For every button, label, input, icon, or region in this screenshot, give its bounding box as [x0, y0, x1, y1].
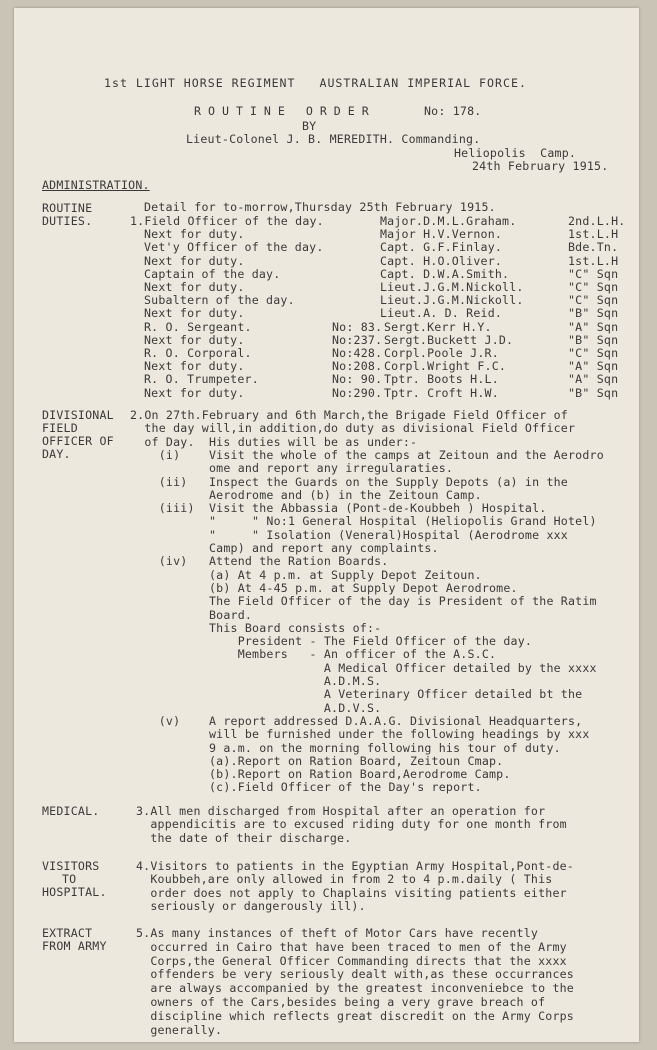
body-line: (b).Report on Ration Board,Aerodrome Camp. [130, 767, 511, 782]
duty-title: 1.Field Officer of the day. [130, 214, 324, 228]
section-label: HOSPITAL. [42, 885, 107, 899]
body-line: owners of the Cars,besides being a very grave breach of [136, 995, 546, 1009]
body-line: " " No:1 General Hospital (Heliopolis Grand Hotel) [130, 514, 597, 529]
body-line: of Day. His duties will be as under:- [130, 434, 418, 449]
section-label: EXTRACT [42, 926, 93, 940]
body-line: (v) A report addressed D.A.A.G. Divisional Headquarters, [130, 713, 583, 728]
body-line: (iv) Attend the Ration Boards. [130, 554, 389, 569]
document-page [14, 8, 639, 1042]
order-place: Heliopolis Camp. [454, 146, 577, 160]
person-name: Lieut.J.G.M.Nickoll. [380, 293, 524, 308]
body-line: Koubbeh,are only allowed in from 2 to 4 p.m.daily ( This [136, 872, 553, 887]
body-line: 3.All men discharged from Hospital after an operation for [136, 804, 546, 818]
body-line: Members - An officer of the A.S.C. [130, 647, 497, 662]
unit-name: "C" Sqn [568, 346, 619, 360]
section-label: VISITORS [42, 859, 100, 873]
unit-heading: 1st LIGHT HORSE REGIMENT AUSTRALIAN IMPERIAL FORCE. [104, 76, 527, 90]
section-label: DIVISIONAL [42, 408, 114, 422]
body-line: generally. [136, 1022, 223, 1037]
body-line: offenders be very seriously dealt with,as these occurrances [136, 967, 574, 982]
duty-title: Next for duty. [144, 280, 245, 294]
service-number: No:428. [332, 346, 383, 360]
body-line: (a) At 4 p.m. at Supply Depot Zeitoun. [130, 567, 482, 582]
person-name: Major H.V.Vernon. [380, 227, 503, 242]
unit-name: Bde.Tn. [568, 240, 619, 255]
service-number: No: 83. [332, 319, 383, 334]
person-name: Lieut.A. D. Reid. [380, 306, 503, 321]
duty-title: Next for duty. [144, 385, 245, 400]
section-label-routine: ROUTINE [42, 201, 93, 215]
body-line: (c).Field Officer of the Day's report. [130, 780, 482, 795]
body-line: This Board consists of:- [130, 620, 382, 635]
duty-title: Captain of the day. [144, 266, 281, 281]
body-line: (iii) Visit the Abbassia (Pont-de-Koubbeh ) Hospital. [130, 501, 547, 516]
person-name: Capt. H.O.Oliver. [380, 253, 503, 268]
section-label: FROM ARMY [42, 939, 107, 953]
duty-title: Next for duty. [144, 306, 245, 321]
duty-title: Next for duty. [144, 332, 245, 347]
body-line: " " Isolation (Veneral)Hospital (Aerodrome xxx [130, 527, 568, 542]
service-number: No:208. [332, 359, 383, 374]
unit-name: 1st.L.H [568, 253, 619, 268]
body-line: President - The Field Officer of the day. [130, 634, 533, 649]
duty-title: R. O. Corporal. [144, 346, 252, 360]
service-number: No:290. [332, 385, 383, 400]
body-line: The Field Officer of the day is President of the Ratim [130, 594, 597, 609]
body-line: Camp) and report any complaints. [130, 541, 439, 555]
person-name: Tptr. Croft H.W. [384, 385, 499, 400]
body-line: A.D.V.S. [130, 700, 382, 715]
body-line: Board. [130, 607, 253, 622]
person-name: Sergt.Kerr H.Y. [384, 319, 492, 334]
body-line: 5.As many instances of theft of Motor Cars have recently [136, 926, 539, 940]
service-number: No: 90. [332, 372, 383, 387]
person-name: Capt. G.F.Finlay. [380, 240, 503, 255]
duty-title: Next for duty. [144, 227, 245, 242]
section-label: OFFICER OF [42, 434, 114, 448]
unit-name: 1st.L.H [568, 227, 619, 242]
body-line: (i) Visit the whole of the camps at Zeitoun and the Aerodro [130, 447, 604, 462]
body-line: discipline which reflects great discredit on the Army Corps [136, 1008, 574, 1023]
unit-name: "B" Sqn [568, 332, 619, 347]
body-line: the day will,in addition,do duty as divisional Field Officer [130, 421, 576, 436]
section-label: FIELD [42, 421, 78, 435]
duty-title: R. O. Sergeant. [144, 319, 252, 334]
person-name: Capt. D.W.A.Smith. [380, 266, 510, 281]
person-name: Lieut.J.G.M.Nickoll. [380, 280, 524, 294]
duty-title: Next for duty. [144, 253, 245, 268]
section-label: DAY. [42, 447, 71, 461]
body-line: (ii) Inspect the Guards on the Supply Depots (a) in the [130, 474, 568, 489]
duty-title: Subaltern of the day. [144, 293, 295, 308]
person-name: Major.D.M.L.Graham. [380, 214, 517, 228]
service-number: No:237. [332, 332, 383, 347]
routine-order-title: ROUTINE ORDER [194, 104, 376, 118]
duty-title: Next for duty. [144, 359, 245, 374]
body-line: Corps,the General Officer Commanding directs that the xxxx [136, 953, 567, 968]
order-date: 24th February 1915. [472, 159, 609, 173]
person-name: Sergt.Buckett J.D. [384, 332, 514, 347]
unit-name: "A" Sqn [568, 372, 619, 387]
commanding-officer: Lieut-Colonel J. B. MEREDITH. Commanding. [186, 132, 481, 146]
body-line: Aerodrome and (b) in the Zeitoun Camp. [130, 487, 482, 502]
section-label: TO [62, 872, 77, 886]
body-line: order does not apply to Chaplains visiting patients either [136, 885, 567, 900]
body-line: A Medical Officer detailed by the xxxx [130, 660, 597, 675]
body-line: (a).Report on Ration Board, Zeitoun Cmap. [130, 753, 504, 768]
person-name: Corpl.Wright F.C. [384, 359, 507, 374]
administration-heading: ADMINISTRATION. [42, 178, 150, 192]
order-number: No: 178. [424, 104, 482, 118]
unit-name: "C" Sqn [568, 266, 619, 281]
unit-name: "C" Sqn [568, 293, 619, 308]
body-line: A.D.M.S. [130, 674, 382, 688]
body-line: appendicitis are to excused riding duty for one month from [136, 817, 567, 832]
body-line: (b) At 4-45 p.m. at Supply Depot Aerodrome. [130, 580, 518, 595]
body-line: A Veterinary Officer detailed bt the [130, 687, 583, 702]
duties-intro: Detail for to-morrow,Thursday 25th February 1915. [144, 200, 496, 214]
unit-name: "B" Sqn [568, 385, 619, 400]
section-label-duties: DUTIES. [42, 214, 93, 228]
unit-name: "A" Sqn [568, 359, 619, 374]
body-line: the date of their discharge. [136, 830, 352, 845]
duty-title: R. O. Trumpeter. [144, 372, 259, 387]
duty-title: Vet'y Officer of the day. [144, 240, 324, 255]
by-line: BY [302, 119, 317, 133]
body-line: are always accompanied by the greatest inconveniebce to the [136, 981, 574, 996]
section-label: MEDICAL. [42, 804, 100, 818]
body-line: seriously or dangerously ill). [136, 898, 366, 913]
unit-name: 2nd.L.H. [568, 214, 626, 228]
unit-name: "B" Sqn [568, 306, 619, 321]
body-line: ome and report any irregularaties. [130, 461, 454, 476]
person-name: Tptr. Boots H.L. [384, 372, 499, 387]
body-line: occurred in Cairo that have been traced to men of the Army [136, 939, 567, 954]
body-line: 9 a.m. on the morning following his tour of duty. [130, 740, 561, 755]
person-name: Corpl.Poole J.R. [384, 346, 499, 360]
body-line: 4.Visitors to patients in the Egyptian Army Hospital,Pont-de- [136, 859, 574, 873]
body-line: 2.On 27th.February and 6th March,the Brigade Field Officer of [130, 408, 568, 422]
unit-name: "C" Sqn [568, 280, 619, 294]
unit-name: "A" Sqn [568, 319, 619, 334]
body-line: will be furnished under the following headings by xxx [130, 727, 590, 742]
